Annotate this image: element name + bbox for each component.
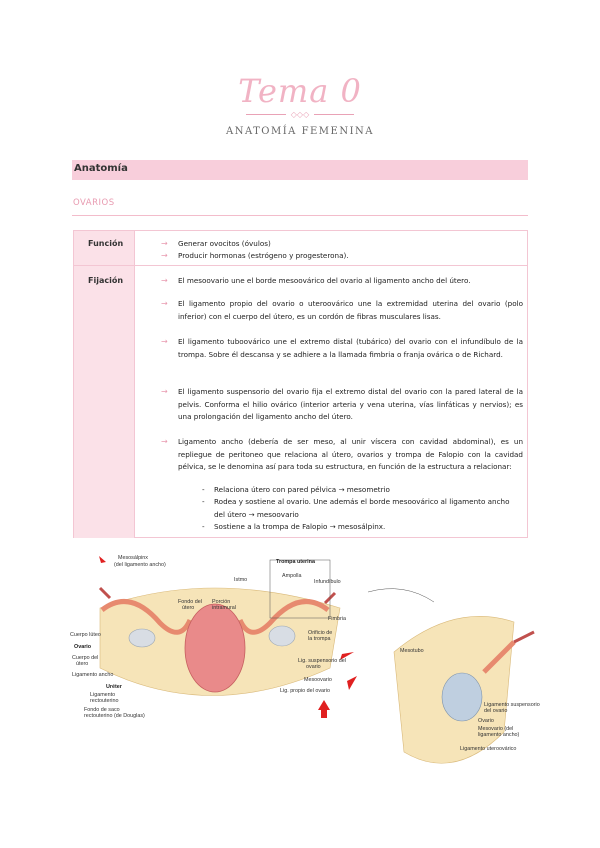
subsection-divider (72, 215, 528, 216)
label-ampolla: Ampolla (282, 573, 302, 579)
sub-list-item: - Relaciona útero con pared pélvica → mesometrio (202, 485, 390, 494)
arrow-icon: → (161, 276, 168, 285)
list-item: → El ligamento propio del ovario o uteroovárico une la extremidad uterina del ovario (polo inferior) con el cuerpo del útero, es un cordón de fibras musculares lisas. (161, 299, 523, 321)
arrow-icon: → (161, 387, 168, 396)
row-label-funcion: Función (88, 239, 124, 248)
label-mesotubo: Mesotubo (400, 648, 424, 654)
label-porcion: Porción (212, 599, 231, 605)
left-ovary-shape (129, 629, 155, 647)
label-mesosalpinx: Mesosálpinx (118, 555, 148, 561)
row-divider (74, 265, 527, 266)
label-trompa: Trompa uterina (276, 559, 315, 565)
label-orificio: Orificio de (308, 630, 333, 636)
red-arrow-icon (99, 556, 106, 563)
label-fimbria: Fimbria (328, 616, 346, 622)
sub-list-item: - Rodea y sostiene al ovario. Une además el borde mesoovárico al ligamento ancho del útero → mesoovario (202, 497, 510, 519)
label-lig-rectouterino: Ligamento (90, 692, 116, 698)
label-mesoovario: Mesovario (del (478, 726, 514, 732)
label-infundibulo: Infundíbulo (314, 579, 341, 585)
label-porcion-sub: intramural (212, 605, 236, 611)
row-label-cell (74, 231, 134, 265)
label-lig-suspensorio: Lig. suspensorio del (298, 658, 346, 664)
list-item: → Generar ovocitos (óvulos) (178, 238, 458, 251)
label-lig-uteroovarico: Ligamento uteroovárico (460, 746, 517, 752)
arrow-icon: → (161, 251, 168, 260)
uterus-anatomy-figure (70, 548, 360, 724)
label-mesoovario-sub: ligamento ancho) (478, 732, 520, 738)
label-cuerpo-utero: Cuerpo del (72, 655, 99, 661)
ornament-line-left (246, 114, 286, 115)
column-divider (134, 231, 135, 537)
label-lig-rectouterino-sub: rectouterino (90, 698, 119, 704)
label-fondo-saco-sub: rectouterino (de Douglas) (84, 713, 145, 719)
uterus-shape (185, 604, 245, 692)
label-istmo: Istmo (234, 577, 248, 583)
red-arrow-icon (318, 700, 330, 718)
ornament-line-right (314, 114, 354, 115)
label-fondo: Fondo del (178, 599, 202, 605)
label-lig-suspensorio: Ligamento suspensorio (484, 702, 540, 708)
page-title: Tema 0 (238, 72, 362, 110)
sketch-curve (368, 589, 434, 602)
ovary-detail-figure (364, 582, 540, 782)
arrow-icon: → (161, 239, 168, 248)
label-lig-suspensorio-sub: del ovario (484, 708, 508, 714)
sub-list-item: - Sostiene a la trompa de Falopio → mesosálpinx. (202, 522, 386, 531)
right-ovary-shape (269, 626, 295, 646)
label-fondo-saco: Fondo de saco (84, 707, 120, 713)
arrow-icon: → (161, 299, 168, 308)
label-orificio-sub: la trompa (308, 636, 331, 642)
subsection-heading: OVARIOS (73, 198, 115, 208)
label-mesoovario: Mesoovario (304, 677, 332, 683)
title-ornament (246, 110, 354, 120)
arrow-icon: → (161, 337, 168, 346)
label-lig-ancho: Ligamento ancho (72, 672, 114, 678)
list-item: → El ligamento tuboovárico une el extremo distal (tubárico) del ovario con el infundíbulo de la trompa. Sobre él descansa y se adhiere a la llamada fimbria o franja ovárica o de Richard. (161, 337, 523, 359)
arrow-icon: → (161, 437, 168, 446)
label-mesosalpinx-sub: (del ligamento ancho) (114, 562, 166, 568)
list-item: → Ligamento ancho (debería de ser meso, al unir víscera con cavidad abdominal), es un repliegue de peritoneo que relaciona al útero, ovarios y trompa de Falopio con la cavidad pélvica, se le denomina así para toda su estructura, en función de la estructura a relacionar: (161, 437, 523, 472)
label-lig-suspensorio-sub: ovario (306, 664, 321, 670)
row-label-fijacion: Fijación (88, 276, 124, 285)
list-item: → El mesoovario une el borde mesoovárico del ovario al ligamento ancho del útero. (178, 275, 523, 288)
ovary-shape (442, 673, 482, 721)
label-fondo-sub: útero (182, 605, 195, 611)
label-ovario: Ovario (74, 644, 92, 650)
label-ovario: Ovario (478, 718, 494, 724)
label-cuerpo-utero-sub: útero (76, 661, 89, 667)
row-label-cell (74, 266, 134, 538)
label-ureter: Uréter (106, 684, 122, 690)
section-header-bar (72, 160, 528, 180)
fimbria-shape (514, 632, 534, 642)
ornament-diamonds: ◇◇◇ (290, 110, 310, 119)
page-subtitle: ANATOMÍA FEMENINA (225, 126, 375, 137)
label-cuerpo-luteo: Cuerpo lúteo (70, 632, 101, 638)
label-lig-propio: Lig. propio del ovario (280, 688, 331, 694)
list-item: → El ligamento suspensorio del ovario fija el extremo distal del ovario con la pared lateral de la pelvis. Conforma el hilio ovárico (interior arteria y vena uterina, vías linfáticas y nervios); es una prolongación del ligamento ancho del útero. (161, 387, 523, 422)
list-item: → Producir hormonas (estrógeno y progesterona). (178, 250, 458, 263)
section-title: Anatomía (74, 163, 128, 174)
red-arrow-icon (347, 676, 357, 690)
